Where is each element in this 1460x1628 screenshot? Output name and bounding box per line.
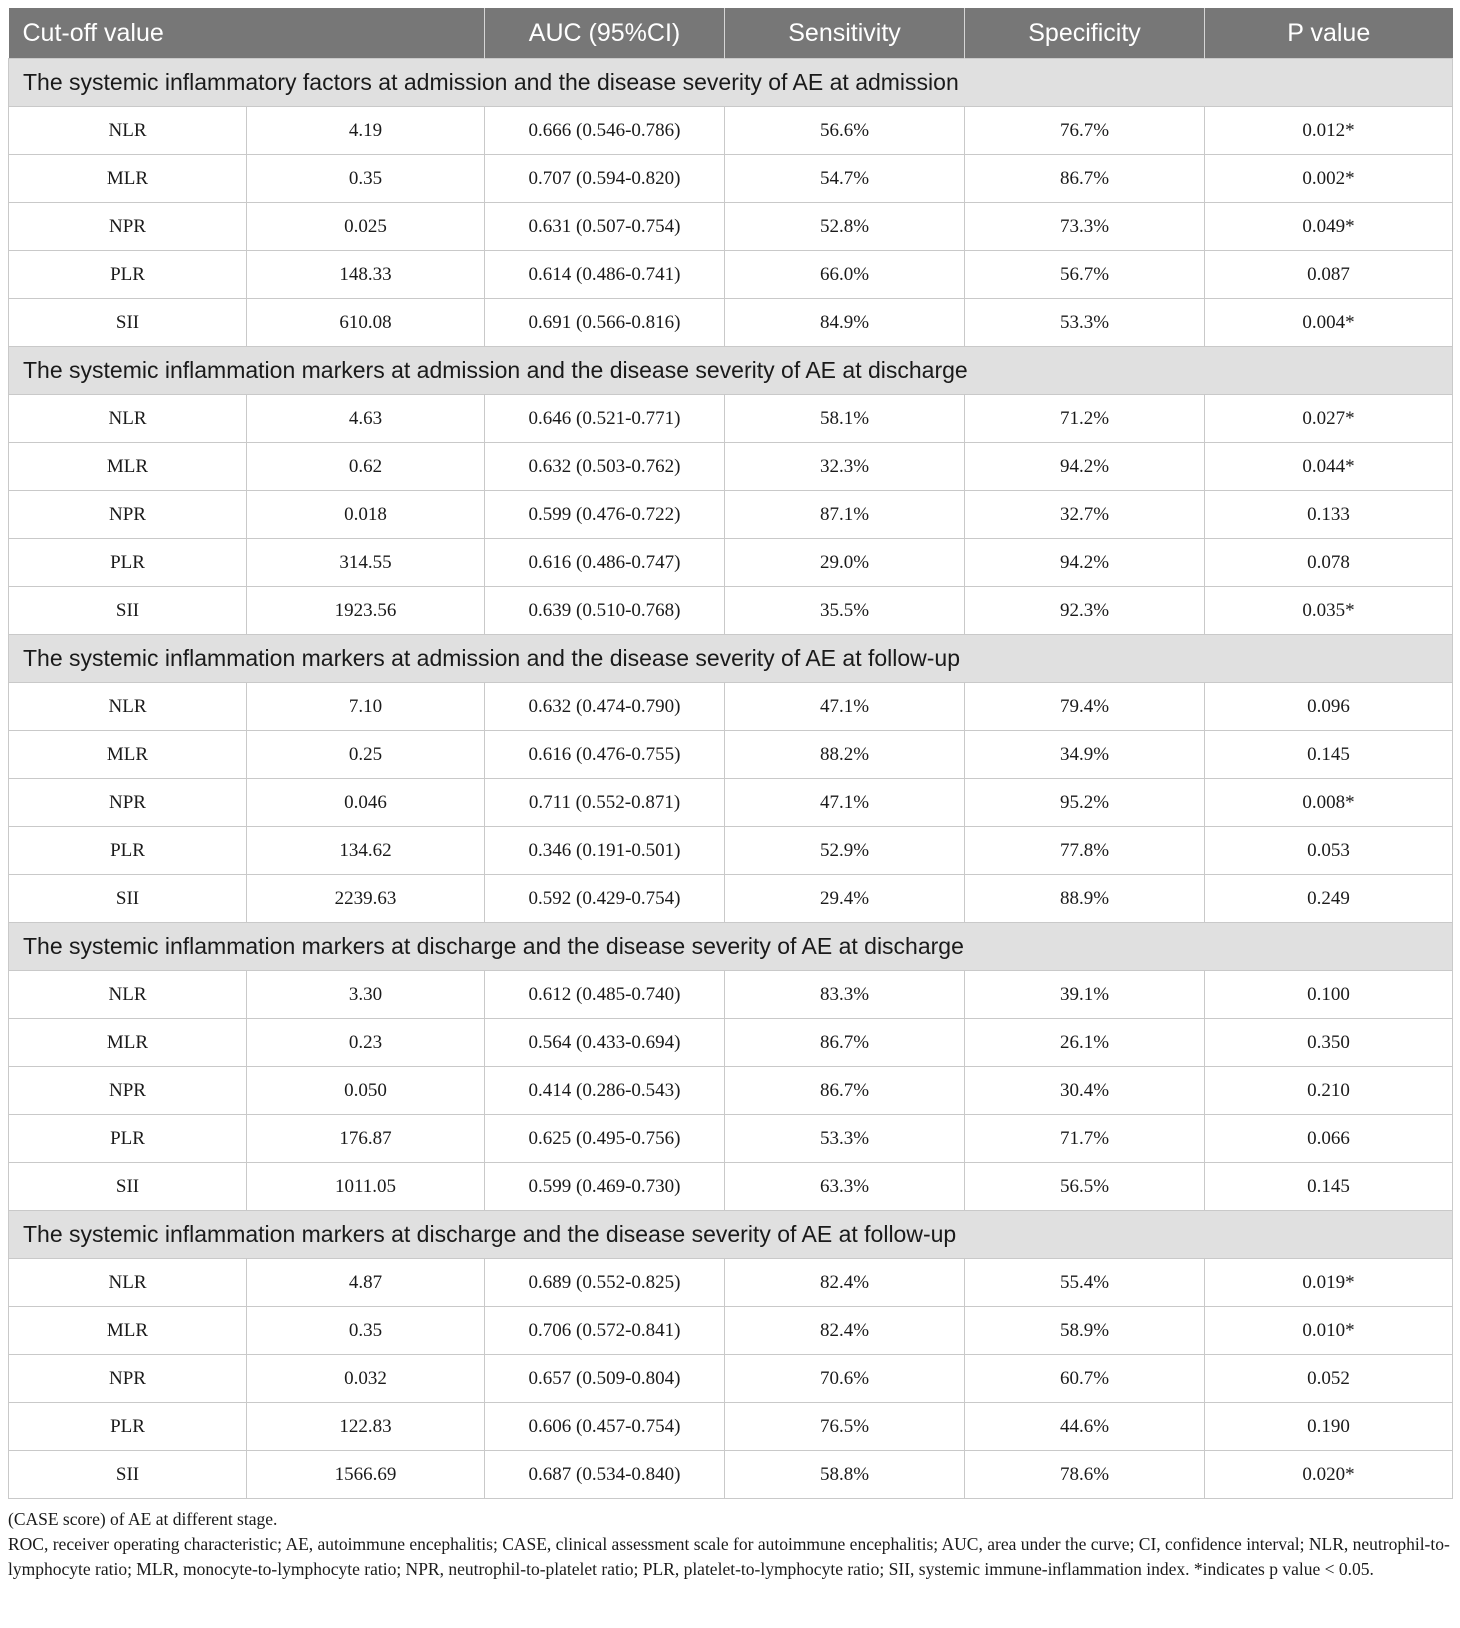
- cell-specificity: 26.1%: [965, 1019, 1205, 1067]
- cell-cutoff: 0.050: [247, 1067, 485, 1115]
- cell-marker: NPR: [9, 1355, 247, 1403]
- cell-specificity: 86.7%: [965, 155, 1205, 203]
- cell-specificity: 56.7%: [965, 251, 1205, 299]
- cell-marker: MLR: [9, 731, 247, 779]
- cell-cutoff: 0.046: [247, 779, 485, 827]
- cell-sensitivity: 82.4%: [725, 1259, 965, 1307]
- cell-cutoff: 314.55: [247, 539, 485, 587]
- section-row: [9, 59, 1453, 107]
- cell-pvalue: 0.350: [1205, 1019, 1453, 1067]
- table-row: [9, 1115, 1453, 1163]
- table-row: [9, 683, 1453, 731]
- cell-marker: SII: [9, 1163, 247, 1211]
- cell-specificity: 73.3%: [965, 203, 1205, 251]
- cell-pvalue: 0.100: [1205, 971, 1453, 1019]
- cell-pvalue: 0.087: [1205, 251, 1453, 299]
- cell-cutoff: 0.018: [247, 491, 485, 539]
- cell-sensitivity: 88.2%: [725, 731, 965, 779]
- cell-sensitivity: 35.5%: [725, 587, 965, 635]
- cell-sensitivity: 84.9%: [725, 299, 965, 347]
- cell-pvalue: 0.210: [1205, 1067, 1453, 1115]
- table-footnotes: [8, 1507, 1452, 1582]
- cell-pvalue: 0.002*: [1205, 155, 1453, 203]
- cell-sensitivity: 83.3%: [725, 971, 965, 1019]
- cell-marker: MLR: [9, 1307, 247, 1355]
- cell-cutoff: 0.025: [247, 203, 485, 251]
- cell-sensitivity: 29.0%: [725, 539, 965, 587]
- cell-marker: NLR: [9, 683, 247, 731]
- cell-pvalue: 0.053: [1205, 827, 1453, 875]
- cell-auc: 0.606 (0.457-0.754): [485, 1403, 725, 1451]
- table-row: [9, 107, 1453, 155]
- cell-sensitivity: 29.4%: [725, 875, 965, 923]
- table-row: [9, 1163, 1453, 1211]
- cell-auc: 0.599 (0.476-0.722): [485, 491, 725, 539]
- cell-specificity: 92.3%: [965, 587, 1205, 635]
- cell-pvalue: 0.066: [1205, 1115, 1453, 1163]
- cell-specificity: 60.7%: [965, 1355, 1205, 1403]
- table-header: [9, 8, 1453, 59]
- cell-specificity: 53.3%: [965, 299, 1205, 347]
- cell-specificity: 55.4%: [965, 1259, 1205, 1307]
- table-row: [9, 1259, 1453, 1307]
- section-title: The systemic inflammatory factors at admission and the disease severity of AE at admission: [9, 59, 1453, 107]
- cell-marker: PLR: [9, 251, 247, 299]
- cell-marker: MLR: [9, 155, 247, 203]
- cell-auc: 0.614 (0.486-0.741): [485, 251, 725, 299]
- cell-cutoff: 4.63: [247, 395, 485, 443]
- cell-specificity: 76.7%: [965, 107, 1205, 155]
- cell-sensitivity: 58.1%: [725, 395, 965, 443]
- cell-auc: 0.631 (0.507-0.754): [485, 203, 725, 251]
- cell-marker: SII: [9, 1451, 247, 1499]
- cell-pvalue: 0.078: [1205, 539, 1453, 587]
- cell-pvalue: 0.044*: [1205, 443, 1453, 491]
- cell-auc: 0.711 (0.552-0.871): [485, 779, 725, 827]
- table-container: [8, 8, 1452, 1582]
- cell-sensitivity: 54.7%: [725, 155, 965, 203]
- cell-marker: SII: [9, 875, 247, 923]
- table-row: [9, 299, 1453, 347]
- cell-pvalue: 0.035*: [1205, 587, 1453, 635]
- cell-auc: 0.657 (0.509-0.804): [485, 1355, 725, 1403]
- table-row: [9, 443, 1453, 491]
- cell-auc: 0.612 (0.485-0.740): [485, 971, 725, 1019]
- table-row: [9, 827, 1453, 875]
- cell-marker: SII: [9, 587, 247, 635]
- cell-marker: PLR: [9, 1115, 247, 1163]
- cell-cutoff: 7.10: [247, 683, 485, 731]
- cell-auc: 0.687 (0.534-0.840): [485, 1451, 725, 1499]
- section-title: The systemic inflammation markers at discharge and the disease severity of AE at follow-up: [9, 1211, 1453, 1259]
- cell-specificity: 88.9%: [965, 875, 1205, 923]
- cell-pvalue: 0.049*: [1205, 203, 1453, 251]
- section-row: [9, 347, 1453, 395]
- table-row: [9, 1355, 1453, 1403]
- cell-specificity: 34.9%: [965, 731, 1205, 779]
- cell-cutoff: 3.30: [247, 971, 485, 1019]
- cell-pvalue: 0.052: [1205, 1355, 1453, 1403]
- cell-pvalue: 0.096: [1205, 683, 1453, 731]
- cell-cutoff: 0.62: [247, 443, 485, 491]
- cell-pvalue: 0.020*: [1205, 1451, 1453, 1499]
- cell-specificity: 78.6%: [965, 1451, 1205, 1499]
- cell-auc: 0.346 (0.191-0.501): [485, 827, 725, 875]
- cell-auc: 0.632 (0.474-0.790): [485, 683, 725, 731]
- cell-cutoff: 4.19: [247, 107, 485, 155]
- section-title: The systemic inflammation markers at admission and the disease severity of AE at discharge: [9, 347, 1453, 395]
- cell-cutoff: 1566.69: [247, 1451, 485, 1499]
- cell-sensitivity: 52.8%: [725, 203, 965, 251]
- section-row: [9, 1211, 1453, 1259]
- cell-sensitivity: 82.4%: [725, 1307, 965, 1355]
- cell-sensitivity: 76.5%: [725, 1403, 965, 1451]
- cell-marker: NPR: [9, 779, 247, 827]
- cell-sensitivity: 86.7%: [725, 1019, 965, 1067]
- section-row: [9, 923, 1453, 971]
- cell-specificity: 95.2%: [965, 779, 1205, 827]
- table-row: [9, 587, 1453, 635]
- table-row: [9, 1451, 1453, 1499]
- header-specificity: Specificity: [965, 8, 1205, 59]
- cell-pvalue: 0.008*: [1205, 779, 1453, 827]
- cell-marker: PLR: [9, 1403, 247, 1451]
- cell-cutoff: 2239.63: [247, 875, 485, 923]
- cell-cutoff: 0.25: [247, 731, 485, 779]
- cell-auc: 0.599 (0.469-0.730): [485, 1163, 725, 1211]
- table-row: [9, 251, 1453, 299]
- cell-sensitivity: 86.7%: [725, 1067, 965, 1115]
- cell-pvalue: 0.133: [1205, 491, 1453, 539]
- cell-pvalue: 0.010*: [1205, 1307, 1453, 1355]
- cell-specificity: 39.1%: [965, 971, 1205, 1019]
- cell-marker: SII: [9, 299, 247, 347]
- cell-pvalue: 0.004*: [1205, 299, 1453, 347]
- table-row: [9, 1403, 1453, 1451]
- cell-auc: 0.639 (0.510-0.768): [485, 587, 725, 635]
- cell-auc: 0.706 (0.572-0.841): [485, 1307, 725, 1355]
- cell-auc: 0.616 (0.486-0.747): [485, 539, 725, 587]
- cell-marker: NLR: [9, 395, 247, 443]
- table-row: [9, 491, 1453, 539]
- cell-marker: PLR: [9, 827, 247, 875]
- table-row: [9, 203, 1453, 251]
- cell-cutoff: 1011.05: [247, 1163, 485, 1211]
- cell-cutoff: 4.87: [247, 1259, 485, 1307]
- cell-sensitivity: 47.1%: [725, 683, 965, 731]
- cell-auc: 0.632 (0.503-0.762): [485, 443, 725, 491]
- roc-table: [8, 8, 1453, 1499]
- cell-auc: 0.564 (0.433-0.694): [485, 1019, 725, 1067]
- cell-sensitivity: 56.6%: [725, 107, 965, 155]
- cell-marker: PLR: [9, 539, 247, 587]
- table-row: [9, 1019, 1453, 1067]
- cell-cutoff: 610.08: [247, 299, 485, 347]
- cell-specificity: 94.2%: [965, 443, 1205, 491]
- cell-specificity: 71.2%: [965, 395, 1205, 443]
- cell-sensitivity: 47.1%: [725, 779, 965, 827]
- cell-pvalue: 0.019*: [1205, 1259, 1453, 1307]
- table-row: [9, 1067, 1453, 1115]
- cell-auc: 0.666 (0.546-0.786): [485, 107, 725, 155]
- table-row: [9, 779, 1453, 827]
- cell-cutoff: 176.87: [247, 1115, 485, 1163]
- cell-pvalue: 0.145: [1205, 1163, 1453, 1211]
- header-pvalue: P value: [1205, 8, 1453, 59]
- section-title: The systemic inflammation markers at discharge and the disease severity of AE at discharge: [9, 923, 1453, 971]
- cell-auc: 0.646 (0.521-0.771): [485, 395, 725, 443]
- section-row: [9, 635, 1453, 683]
- cell-marker: NLR: [9, 1259, 247, 1307]
- section-title: The systemic inflammation markers at admission and the disease severity of AE at follow-up: [9, 635, 1453, 683]
- cell-pvalue: 0.145: [1205, 731, 1453, 779]
- cell-specificity: 58.9%: [965, 1307, 1205, 1355]
- header-cutoff: Cut-off value: [9, 8, 485, 59]
- cell-marker: MLR: [9, 443, 247, 491]
- cell-sensitivity: 87.1%: [725, 491, 965, 539]
- table-row: [9, 875, 1453, 923]
- cell-marker: NPR: [9, 203, 247, 251]
- cell-pvalue: 0.249: [1205, 875, 1453, 923]
- table-row: [9, 731, 1453, 779]
- table-row: [9, 1307, 1453, 1355]
- cell-specificity: 30.4%: [965, 1067, 1205, 1115]
- cell-specificity: 77.8%: [965, 827, 1205, 875]
- cell-auc: 0.616 (0.476-0.755): [485, 731, 725, 779]
- cell-cutoff: 1923.56: [247, 587, 485, 635]
- cell-sensitivity: 70.6%: [725, 1355, 965, 1403]
- footnote-case: (CASE score) of AE at different stage.: [8, 1509, 278, 1529]
- cell-sensitivity: 53.3%: [725, 1115, 965, 1163]
- footnote-abbreviations: ROC, receiver operating characteristic; AE, autoimmune encephalitis; CASE, clinical assessment scale for autoimmune encephalitis; AUC, area under the curve; CI, confidence interval; NLR, neutrophil-to-lymphocyte ratio; MLR, monocyte-to-lymphocyte ratio; NPR, neutrophil-to-platelet ratio; PLR, platelet-to-lymphocyte ratio; SII, systemic immune-inflammation index. *indicates p value < 0.05.: [8, 1534, 1450, 1579]
- cell-pvalue: 0.012*: [1205, 107, 1453, 155]
- cell-cutoff: 0.032: [247, 1355, 485, 1403]
- cell-auc: 0.592 (0.429-0.754): [485, 875, 725, 923]
- cell-specificity: 71.7%: [965, 1115, 1205, 1163]
- table-body: [9, 59, 1453, 1499]
- cell-cutoff: 148.33: [247, 251, 485, 299]
- cell-sensitivity: 32.3%: [725, 443, 965, 491]
- cell-sensitivity: 58.8%: [725, 1451, 965, 1499]
- cell-specificity: 32.7%: [965, 491, 1205, 539]
- cell-cutoff: 0.35: [247, 155, 485, 203]
- cell-marker: NLR: [9, 971, 247, 1019]
- cell-cutoff: 122.83: [247, 1403, 485, 1451]
- cell-specificity: 94.2%: [965, 539, 1205, 587]
- cell-cutoff: 0.35: [247, 1307, 485, 1355]
- cell-sensitivity: 52.9%: [725, 827, 965, 875]
- cell-specificity: 56.5%: [965, 1163, 1205, 1211]
- cell-auc: 0.414 (0.286-0.543): [485, 1067, 725, 1115]
- cell-marker: NLR: [9, 107, 247, 155]
- cell-marker: NPR: [9, 491, 247, 539]
- table-row: [9, 971, 1453, 1019]
- cell-cutoff: 134.62: [247, 827, 485, 875]
- cell-sensitivity: 66.0%: [725, 251, 965, 299]
- table-row: [9, 539, 1453, 587]
- cell-pvalue: 0.190: [1205, 1403, 1453, 1451]
- cell-auc: 0.707 (0.594-0.820): [485, 155, 725, 203]
- cell-pvalue: 0.027*: [1205, 395, 1453, 443]
- cell-auc: 0.625 (0.495-0.756): [485, 1115, 725, 1163]
- cell-sensitivity: 63.3%: [725, 1163, 965, 1211]
- cell-auc: 0.689 (0.552-0.825): [485, 1259, 725, 1307]
- cell-marker: MLR: [9, 1019, 247, 1067]
- table-row: [9, 395, 1453, 443]
- table-row: [9, 155, 1453, 203]
- cell-auc: 0.691 (0.566-0.816): [485, 299, 725, 347]
- header-auc: AUC (95%CI): [485, 8, 725, 59]
- header-sensitivity: Sensitivity: [725, 8, 965, 59]
- cell-marker: NPR: [9, 1067, 247, 1115]
- cell-specificity: 79.4%: [965, 683, 1205, 731]
- cell-specificity: 44.6%: [965, 1403, 1205, 1451]
- cell-cutoff: 0.23: [247, 1019, 485, 1067]
